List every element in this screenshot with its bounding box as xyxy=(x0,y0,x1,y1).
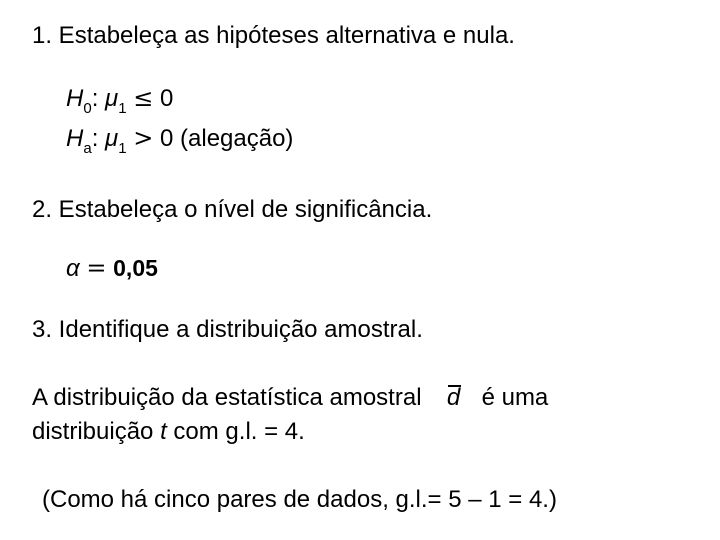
h0-mu: μ xyxy=(105,85,119,112)
line2-suffix: com g.l. = 4. xyxy=(173,418,305,445)
h0-symbol: H xyxy=(66,85,84,112)
claim-note: (alegação) xyxy=(180,125,294,152)
h0-value: 0 xyxy=(159,85,174,112)
ha-operator: > xyxy=(133,124,154,152)
ha-mu: μ xyxy=(105,125,119,152)
t-symbol: t xyxy=(160,418,167,445)
h0-operator: ≤ xyxy=(133,84,154,112)
ha-symbol: H xyxy=(66,125,84,152)
h0-mu-subscript: 1 xyxy=(118,100,127,117)
degrees-of-freedom-note: (Como há cinco pares de dados, g.l.= 5 – 1 = 4.) xyxy=(42,486,557,513)
step-1-title: 1. Estabeleça as hipóteses alternativa e nula. xyxy=(32,22,515,49)
h0-colon: : xyxy=(91,85,99,112)
ha-value: 0 xyxy=(159,125,174,152)
line1-prefix: A distribuição da estatística amostral xyxy=(32,384,422,411)
h0-subscript: 0 xyxy=(83,100,92,117)
ha-subscript: a xyxy=(83,140,92,157)
ha-colon: : xyxy=(91,125,99,152)
ha-mu-subscript: 1 xyxy=(118,140,127,157)
d-bar-symbol: d xyxy=(446,384,461,411)
alpha-equals: = xyxy=(86,254,107,282)
sampling-distribution-line-2 xyxy=(32,418,305,446)
line2-prefix: distribuição xyxy=(32,418,154,445)
alpha-value: 0,05 xyxy=(113,255,158,281)
step-3-title: 3. Identifique a distribuição amostral. xyxy=(32,316,423,343)
alpha-symbol: α xyxy=(66,255,80,282)
line1-suffix: é uma xyxy=(481,384,549,411)
significance-level xyxy=(66,254,158,283)
alternative-hypothesis xyxy=(66,124,294,157)
sampling-distribution-line-1 xyxy=(32,384,548,412)
null-hypothesis xyxy=(66,84,174,117)
step-2-title: 2. Estabeleça o nível de significância. xyxy=(32,196,433,223)
